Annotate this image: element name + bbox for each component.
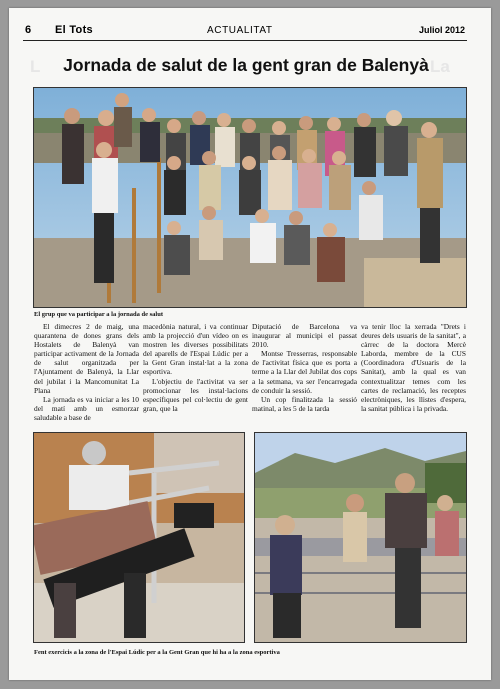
article-column-3 — [252, 322, 357, 413]
exercise-photo-left-icon — [33, 432, 245, 643]
publication-name: El Tots — [55, 24, 93, 36]
exercise-photo-right-icon — [254, 432, 467, 643]
paragraph: macedònia natural, i va continuar amb la projecció d'un vídeo on es mostren les diverses possibilitats del aparells de l'Espai Lúdic per a la Gent Gran instal·lat a la zona esportiva. — [143, 322, 248, 377]
article-headline: Jornada de salut de la gent gran de Balenyà — [63, 55, 429, 75]
paragraph: L'objectiu de l'activitat va ser promocionar les instal·lacions específiques pel col·lectiu de gent gran, que la — [143, 376, 248, 413]
issue-date: Juliol 2012 — [418, 25, 465, 35]
ghost-text-right: La — [430, 57, 450, 76]
group-photo-icon — [33, 87, 467, 308]
paragraph: va tenir lloc la xerrada "Drets i deures dels usuaris de la sanitat", a càrrec de la doctora Mercè Laborda, membre de la CUS (Coordinadora d'Usuaris de la Sanitat), amb la qual es van contextualitzar temes com les cartes de reclamació, les receptes electròniques, les llistes d'espera, la sanitat pública i la privada. — [361, 322, 466, 413]
paragraph: Diputació de Barcelona va inaugurar al municipi el passat 2010. — [252, 322, 357, 350]
section-name: ACTUALITAT — [207, 25, 273, 36]
paragraph: Un cop finalitzada la sessió matinal, a les 5 de la tarda — [252, 394, 357, 413]
article-column-1 — [34, 322, 139, 422]
article-column-2 — [143, 322, 248, 413]
page-header — [23, 24, 467, 41]
paragraph: El dimecres 2 de maig, una quarantena de dones grans dels Hostalets de Balenyà van participar activament de la Jornada de salut organitzada per l'Ajuntament de Balenyà, la Llar del jubilat i la Mancomunitat La Plana — [34, 322, 139, 395]
top-photo-caption: El grup que va participar a la jornada de salut — [34, 311, 163, 318]
bottom-photo-caption: Fent exercicis a la zona de l'Espai Lúdic per a la Gent Gran que hi ha a la zona esportiva — [34, 649, 280, 656]
article-column-4 — [361, 322, 466, 413]
ghost-text-left: L — [30, 57, 41, 76]
page-number: 6 — [25, 24, 32, 36]
paragraph: Montse Tresserras, responsable de l'activitat física que es porta a terme a la Llar del Jubilat dos cops a la setmana, va ser l'encarregada de conduir la sessió. — [252, 349, 357, 395]
paragraph: La jornada es va iniciar a les 10 del matí amb un esmorzar saludable a base de — [34, 394, 139, 422]
